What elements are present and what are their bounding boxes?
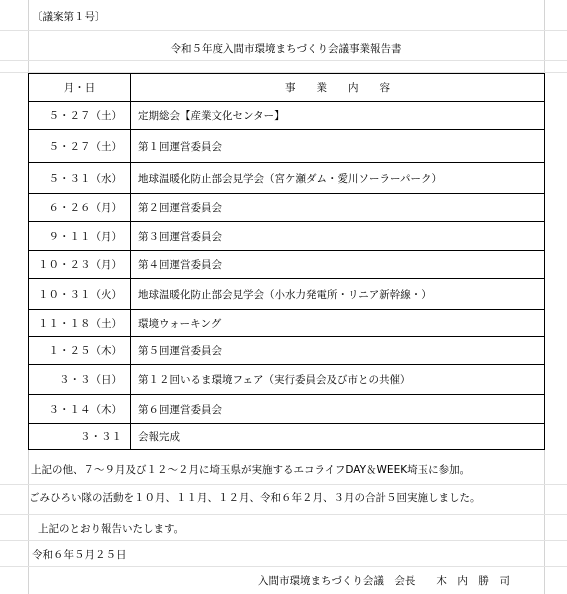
table-row	[29, 395, 545, 424]
row-content: 第１２回いるま環境フェア（実行委員会及び市との共催）	[131, 365, 545, 395]
table-header-row	[29, 74, 545, 102]
row-content: 第３回運営委員会	[131, 222, 545, 251]
report-date: 令和６年５月２５日	[32, 549, 127, 561]
note-cleanup: ごみひろい隊の活動を１０月、１１月、１２月、令和６年２月、３月の合計５回実施しました。	[29, 492, 481, 504]
table-row	[29, 310, 545, 337]
table-row	[29, 337, 545, 365]
table-row	[29, 194, 545, 222]
row-date: ５・３１（水）	[29, 163, 131, 194]
row-content: 第２回運営委員会	[131, 194, 545, 222]
row-date: ５・２７（土）	[29, 102, 131, 130]
date-column-header: 月・日	[29, 74, 131, 102]
table-row	[29, 163, 545, 194]
table-row	[29, 251, 545, 279]
grid-line	[0, 514, 567, 515]
grid-line	[0, 566, 567, 567]
table-row	[29, 365, 545, 395]
proposal-number: 〔議案第１号〕	[32, 11, 106, 23]
row-date: １１・１８（土）	[29, 310, 131, 337]
row-date: ９・１１（月）	[29, 222, 131, 251]
row-date: ３・３１	[29, 424, 131, 450]
report-title: 令和５年度入間市環境まちづくり会議事業報告書	[170, 43, 402, 55]
row-date: １０・２３（月）	[29, 251, 131, 279]
table-row	[29, 222, 545, 251]
row-date: ３・１４（木）	[29, 395, 131, 424]
row-content: 会報完成	[131, 424, 545, 450]
row-date: ５・２７（土）	[29, 130, 131, 163]
table-row	[29, 130, 545, 163]
row-content: 地球温暖化防止部会見学会（宮ケ瀬ダム・愛川ソーラーパーク）	[131, 163, 545, 194]
table-row	[29, 279, 545, 310]
closing-statement: 上記のとおり報告いたします。	[38, 523, 185, 535]
row-date: ３・３（日）	[29, 365, 131, 395]
table-row	[29, 102, 545, 130]
grid-line	[0, 60, 567, 61]
table-row	[29, 424, 545, 450]
row-content: 定期総会【産業文化センター】	[131, 102, 545, 130]
row-date: ６・２６（月）	[29, 194, 131, 222]
signature: 入間市環境まちづくり会議 会長 木 内 勝 司	[258, 575, 510, 587]
row-content: 第４回運営委員会	[131, 251, 545, 279]
row-date: １・２５（木）	[29, 337, 131, 365]
row-date: １０・３１（火）	[29, 279, 131, 310]
grid-line	[0, 540, 567, 541]
grid-line	[0, 484, 567, 485]
schedule-table	[28, 73, 545, 450]
row-content: 地球温暖化防止部会見学会（小水力発電所・リニア新幹線・）	[131, 279, 545, 310]
note-eco-life: 上記の他、７～９月及び１２～２月に埼玉県が実施するエコライフDAY＆WEEK埼玉に参加。	[31, 464, 471, 476]
row-content: 第５回運営委員会	[131, 337, 545, 365]
row-content: 第６回運営委員会	[131, 395, 545, 424]
content-column-header: 事 業 内 容	[131, 74, 545, 102]
grid-line	[0, 30, 567, 31]
row-content: 環境ウォーキング	[131, 310, 545, 337]
row-content: 第１回運営委員会	[131, 130, 545, 163]
